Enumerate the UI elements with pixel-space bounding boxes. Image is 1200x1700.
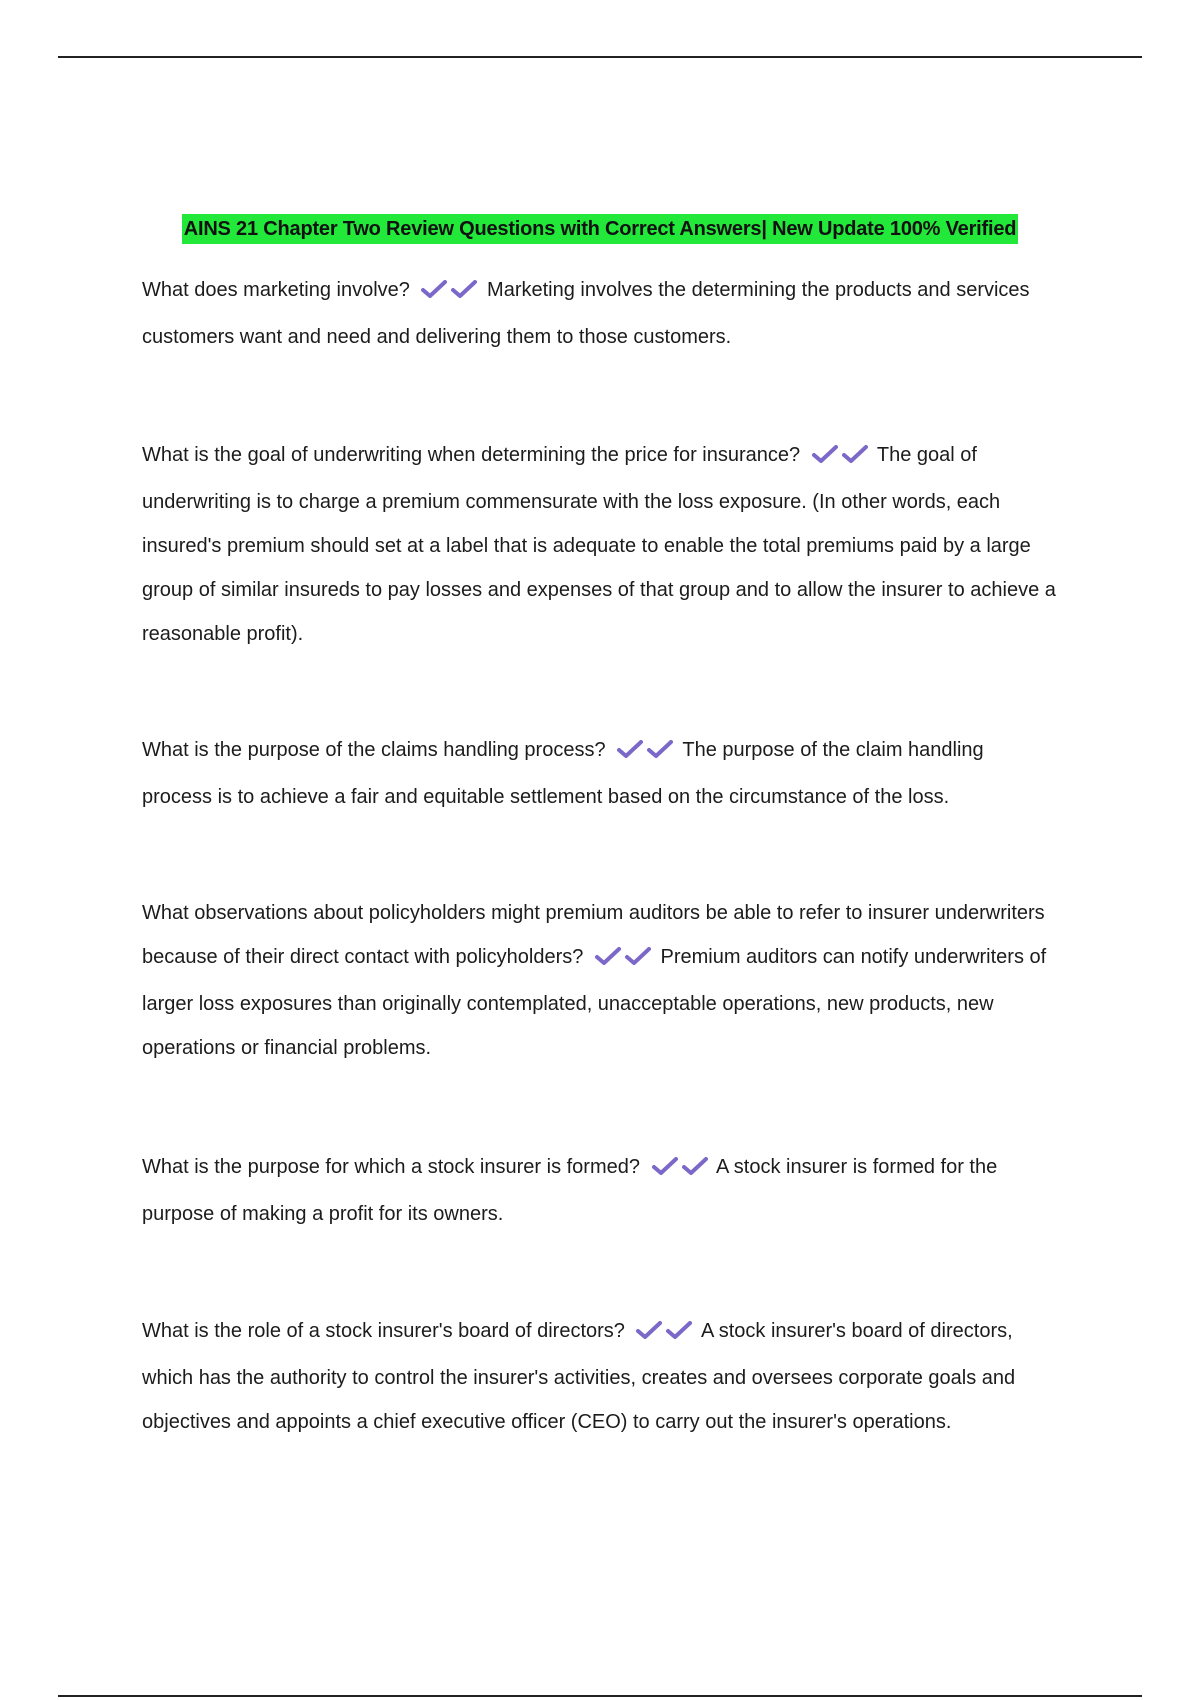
question-text: What is the purpose for which a stock insurer is formed? — [142, 1156, 640, 1178]
qa-item-marketing — [142, 268, 1057, 359]
check-icon — [812, 444, 838, 464]
check-icon — [595, 946, 621, 966]
answer-text: A stock insurer's board of directors, which has the authority to control the insurer's activities, creates and oversees corporate goals and objectives and appoints a chief executive officer (CEO) to carry out the insurer's operations. — [142, 1320, 1016, 1433]
question-text: What is the goal of underwriting when determining the price for insurance? — [142, 444, 801, 466]
double-check-icon — [421, 271, 477, 315]
double-check-icon — [652, 1148, 708, 1192]
check-icon — [451, 279, 477, 299]
title-container — [0, 214, 1200, 244]
double-check-icon — [812, 436, 868, 480]
check-icon — [625, 946, 651, 966]
check-icon — [617, 739, 643, 759]
answer-text: A stock insurer is formed for the purpose of making a profit for its owners. — [142, 1156, 998, 1225]
double-check-icon — [595, 938, 651, 982]
check-icon — [842, 444, 868, 464]
qa-item-stock-insurer-purpose — [142, 1145, 1057, 1236]
check-icon — [636, 1320, 662, 1340]
footer-rule — [58, 1695, 1142, 1697]
document-title: AINS 21 Chapter Two Review Questions with Correct Answers| New Update 100% Verified — [182, 214, 1019, 244]
double-check-icon — [617, 731, 673, 775]
answer-text: The goal of underwriting is to charge a premium commensurate with the loss exposure. (In other words, each insured's premium should set at a label that is adequate to enable the total premiums paid by a large group of similar insureds to pay losses and expenses of that group and to allow the insurer to achieve a reasonable profit). — [142, 444, 1056, 645]
question-text: What does marketing involve? — [142, 279, 410, 301]
answer-text: The purpose of the claim handling process is to achieve a fair and equitable settlement based on the circumstance of the loss. — [142, 739, 984, 808]
qa-item-claims — [142, 728, 1057, 819]
question-text: What is the role of a stock insurer's board of directors? — [142, 1320, 625, 1342]
check-icon — [666, 1320, 692, 1340]
question-text: What is the purpose of the claims handling process? — [142, 739, 606, 761]
qa-item-underwriting — [142, 433, 1057, 656]
check-icon — [421, 279, 447, 299]
check-icon — [652, 1156, 678, 1176]
qa-item-premium-auditors — [142, 891, 1057, 1070]
check-icon — [647, 739, 673, 759]
header-rule — [58, 56, 1142, 58]
check-icon — [682, 1156, 708, 1176]
answer-text: Marketing involves the determining the products and services customers want and need and delivering them to those customers. — [142, 279, 1030, 348]
answer-text: Premium auditors can notify underwriters of larger loss exposures than originally contemplated, unacceptable operations, new products, new operations or financial problems. — [142, 946, 1047, 1059]
double-check-icon — [636, 1312, 692, 1356]
qa-item-board-of-directors — [142, 1309, 1057, 1444]
question-text: What observations about policyholders might premium auditors be able to refer to insurer underwriters because of their direct contact with policyholders? — [142, 902, 1045, 968]
